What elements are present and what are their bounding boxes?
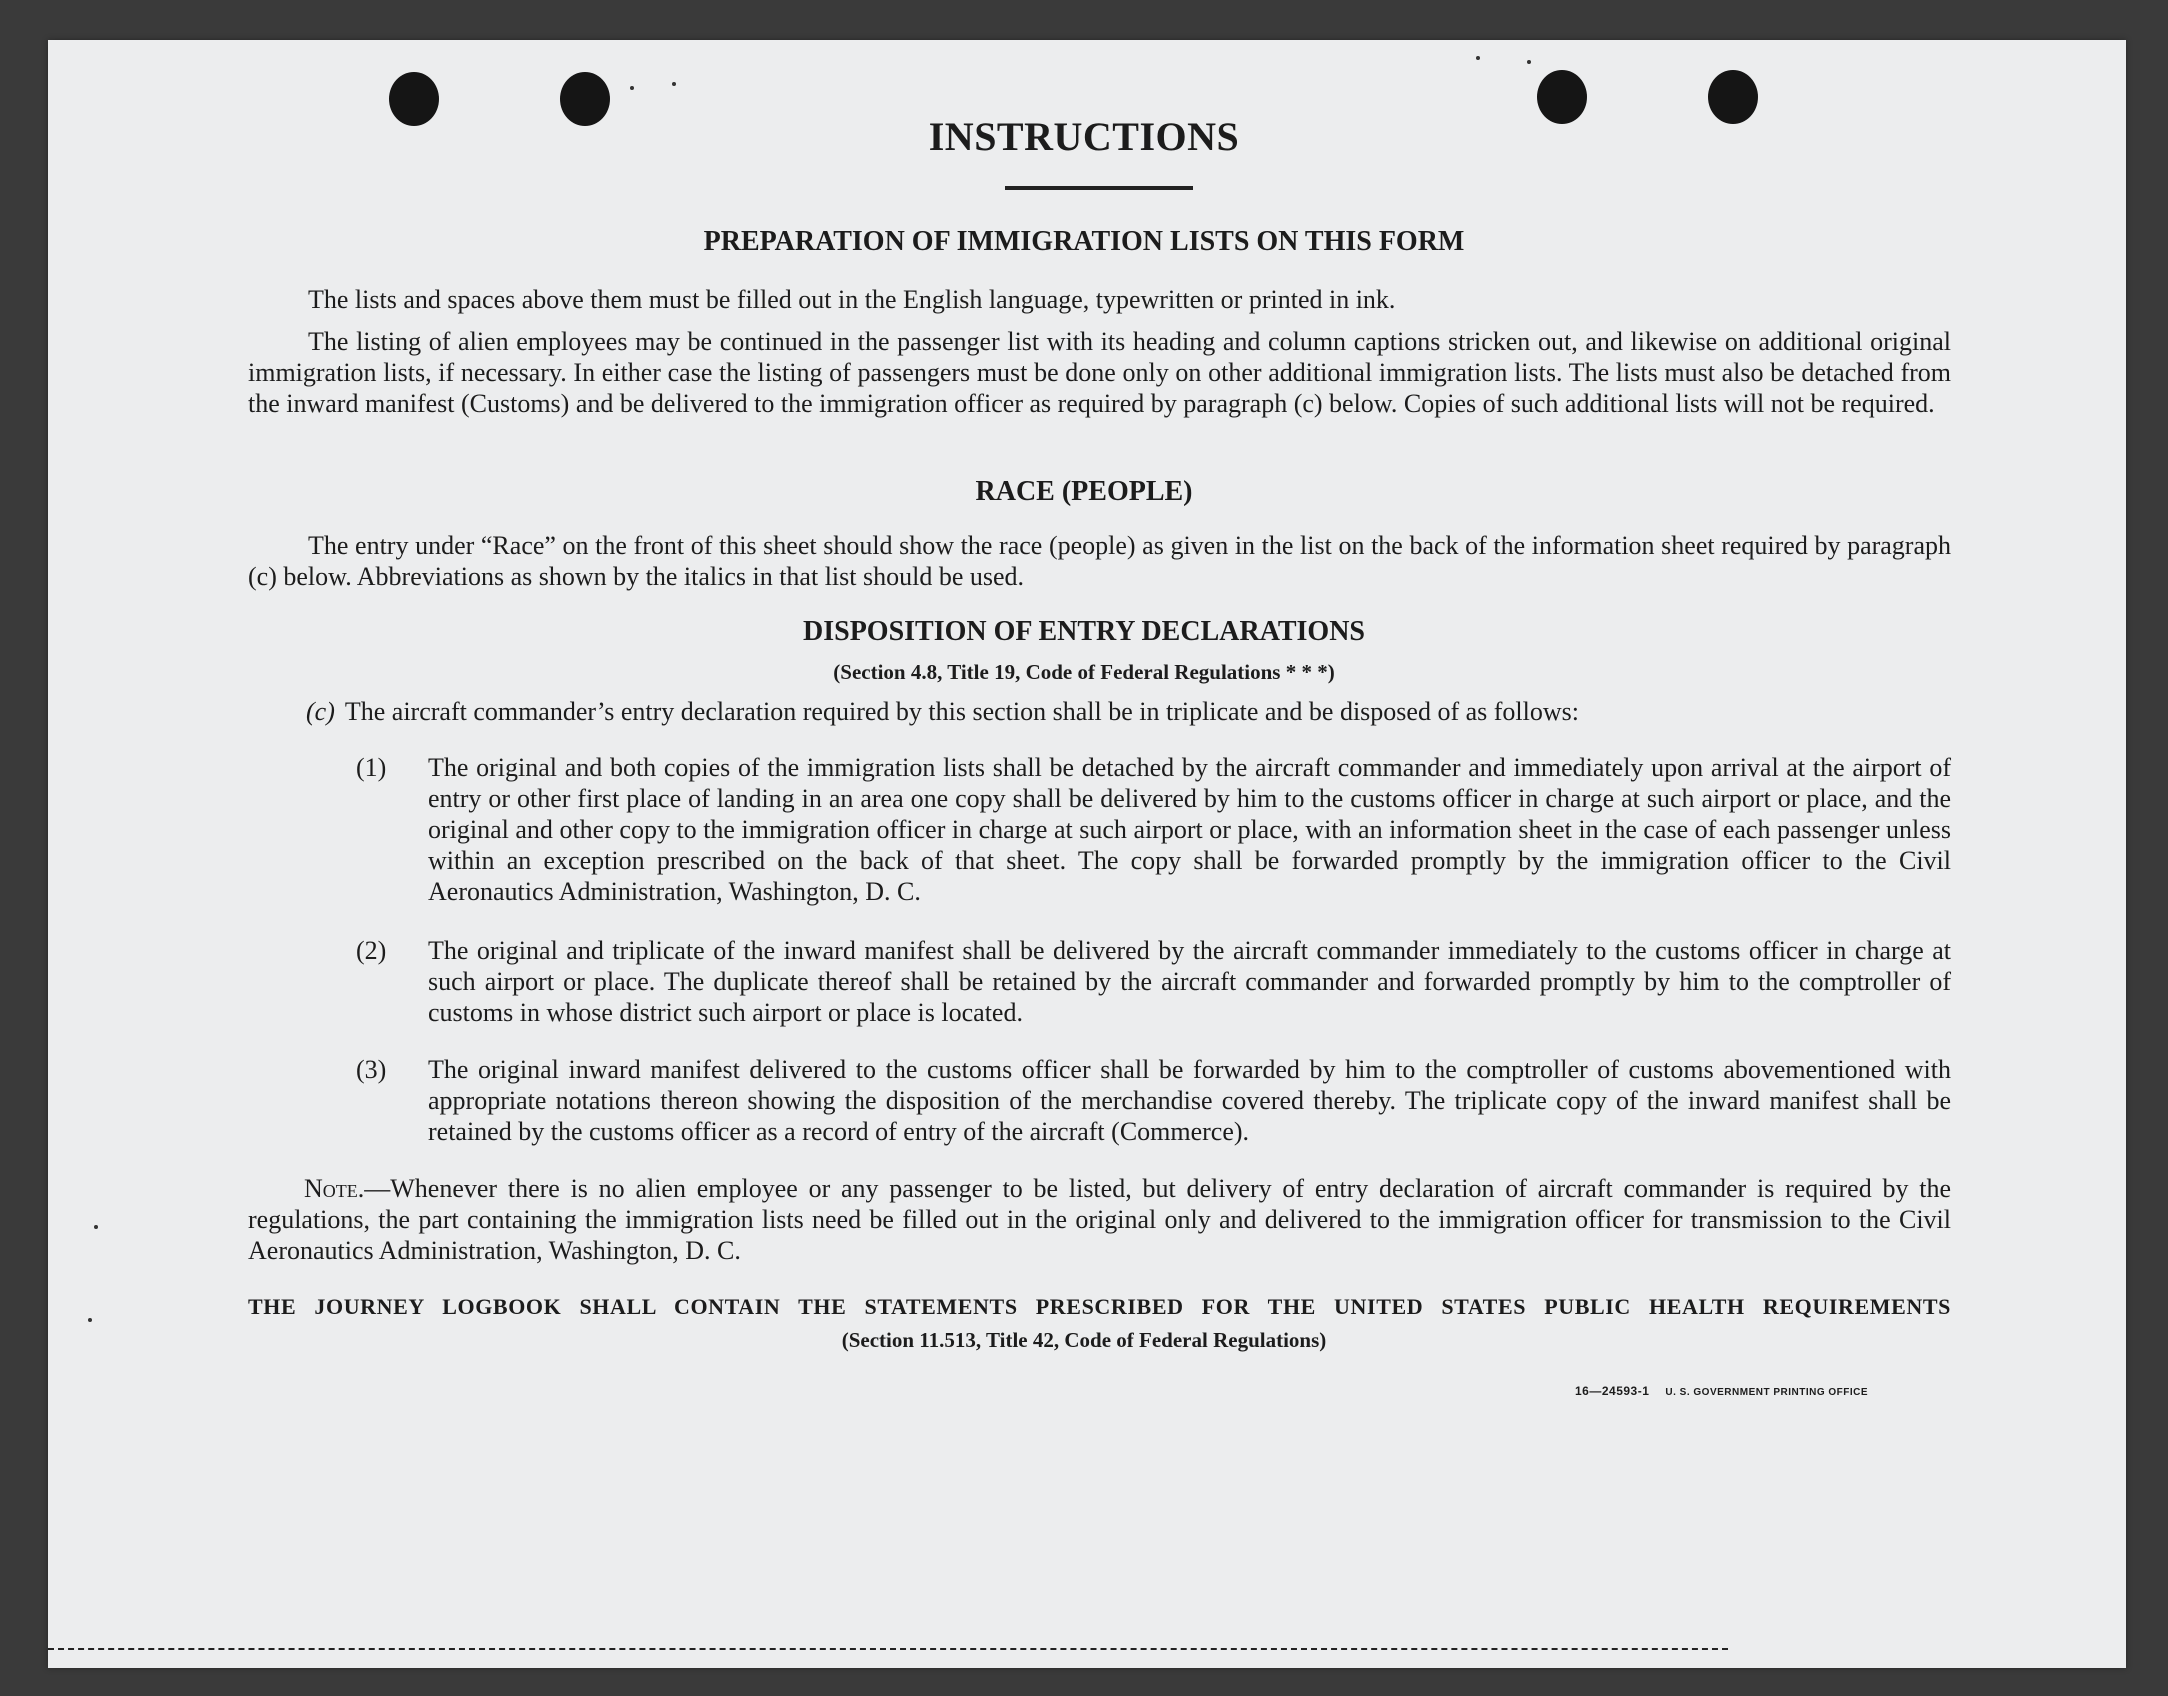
item-number: (2) [356, 936, 387, 965]
form-number: 16—24593-1 [1575, 1384, 1650, 1398]
note-paragraph [248, 1173, 1951, 1266]
sheet-bottom-edge [48, 1648, 1728, 1650]
note-text: —Whenever there is no alien employee or any passenger to be listed, but delivery of entry declaration of aircraft commander is required by the regulations, the part containing the immigration lists need be filled out in the original only and delivered to the immigration officer for transmission to the Civil Aeronautics Administration, Washington, D. C. [248, 1174, 1951, 1265]
disposition-heading: DISPOSITION OF ENTRY DECLARATIONS [803, 616, 1365, 647]
race-heading: RACE (PEOPLE) [975, 476, 1193, 507]
scan-speck [94, 1225, 98, 1229]
item-number: (3) [356, 1055, 387, 1084]
disposition-item-1 [356, 752, 1951, 907]
paragraph-c [306, 696, 1951, 727]
note-label: Note. [304, 1174, 365, 1203]
scan-speck [672, 82, 676, 86]
paragraph-c-text: The aircraft commander’s entry declaration required by this section shall be in triplicate and be disposed of as follows: [344, 697, 1579, 726]
preparation-paragraph-2: The listing of alien employees may be continued in the passenger list with its heading and column captions stricken out, and likewise on additional original immigration lists, if necessary. In either case the listing of passengers must be done only on other additional immigration lists. The lists must also be detached from the inward manifest (Customs) and be delivered to the immigration officer as required by paragraph (c) below. Copies of such additional lists will not be required. [248, 327, 1951, 418]
scan-speck [1527, 60, 1531, 64]
health-statement: THE JOURNEY LOGBOOK SHALL CONTAIN THE STATEMENTS PRESCRIBED FOR THE UNITED STATES PUBLIC HEALTH REQUIREMENTS [248, 1294, 1951, 1319]
disposition-citation: (Section 4.8, Title 19, Code of Federal Regulations * * *) [833, 660, 1335, 684]
paragraph-c-label: (c) [306, 697, 335, 726]
item-number: (1) [356, 753, 387, 782]
preparation-heading: PREPARATION OF IMMIGRATION LISTS ON THIS FORM [703, 226, 1465, 257]
scan-speck [630, 86, 634, 90]
preparation-paragraph-1: The lists and spaces above them must be filled out in the English language, typewritten or printed in ink. [308, 285, 1396, 314]
item-text: The original and triplicate of the inward manifest shall be delivered by the aircraft commander immediately to the customs officer in charge at such airport or place. The duplicate thereof shall be retained by the aircraft commander and forwarded promptly by him to the comptroller of customs in whose district such airport or place is located. [428, 936, 1951, 1027]
scan-speck [1476, 56, 1480, 60]
printer-credit: U. S. GOVERNMENT PRINTING OFFICE [1665, 1387, 1869, 1398]
health-citation: (Section 11.513, Title 42, Code of Federal Regulations) [841, 1328, 1327, 1352]
disposition-item-2 [356, 935, 1951, 1028]
page-title: INSTRUCTIONS [928, 114, 1240, 159]
title-underline [1005, 186, 1193, 190]
disposition-item-3 [356, 1054, 1951, 1147]
print-footer [1575, 1384, 1868, 1398]
item-text: The original and both copies of the immigration lists shall be detached by the aircraft commander and immediately upon arrival at the airport of entry or other first place of landing in an area one copy shall be delivered by him to the customs officer in charge at such airport or place, and the original and other copy to the immigration officer in charge at such airport or place, with an information sheet in the case of each passenger unless within an exception prescribed on the back of that sheet. The copy shall be forwarded promptly by the immigration officer to the Civil Aeronautics Administration, Washington, D. C. [428, 753, 1951, 906]
race-paragraph: The entry under “Race” on the front of this sheet should show the race (people) as given in the list on the back of the information sheet required by paragraph (c) below. Abbreviations as shown by the italics in that list should be used. [248, 531, 1951, 591]
item-text: The original inward manifest delivered to the customs officer shall be forwarded by him to the comptroller of customs abovementioned with appropriate notations thereon showing the disposition of the merchandise covered thereby. The triplicate copy of the inward manifest shall be retained by the customs officer as a record of entry of the aircraft (Commerce). [428, 1055, 1951, 1146]
scan-speck [88, 1318, 92, 1322]
